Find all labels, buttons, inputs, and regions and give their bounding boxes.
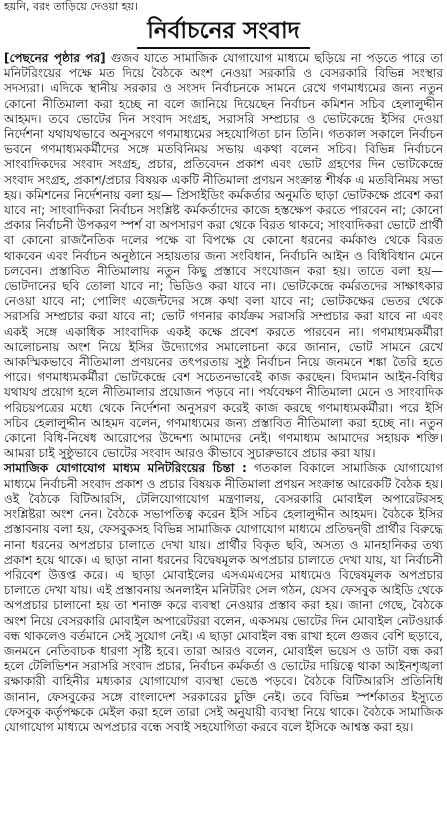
previous-column-fragment: হয়নি, বরং তাড়িয়ে দেওয়া হয়। xyxy=(4,0,138,13)
headline-block xyxy=(4,15,443,51)
headline: নির্বাচনের সংবাদ xyxy=(137,15,309,49)
article-paragraph xyxy=(4,461,443,735)
continuation-marker: [পেছনের পৃষ্ঠার পর] xyxy=(4,51,106,65)
article-paragraph xyxy=(4,51,443,461)
subheading: সামাজিক যোগাযোগ মাধ্যম মনিটরিংয়ের চিন্তা : xyxy=(4,461,247,476)
paragraph-text: গতকাল বিকালে সামাজিক যোগাযোগ মাধ্যমে নির্বাচনী সংবাদ প্রকাশ ও প্রচার বিষয়ক নীতিমালা প্রণয়ন সংক্রান্ত আরেকটি বৈঠক হয়। ওই বৈঠকে বিটিআরসি, টেলিযোগাযোগ মন্ত্রণালয়, বেসরকারি মোবাইল অপারেটরসহ সংশ্লিষ্টরা অংশ নেন। বৈঠকে সভাপতিত্ব করেন ইসি সচিব হেলালুদ্দীন আহমদ। বৈঠকে ইসির প্রস্তাবনায় বলা হয়, ফেসবুকসহ বিভিন্ন সামাজিক যোগাযোগ মাধ্যমে প্রতিদ্বন্দ্বী প্রার্থীর বিরুদ্ধে নানা ধরনের অপপ্রচার চালাতে দেখা যায়। প্রার্থীর বিকৃত ছবি, অসত্য ও মানহানিকর তথ্য প্রকাশ হয়ে থাকে। এ ছাড়া নানা ধরনের বিদ্বেষমূলক অপপ্রচার চালাতে দেখা যায়, যা নির্বাচনী পরিবেশ উত্তপ্ত করে। এ ছাড়া মোবাইলের এসএমএসের মাধ্যমেও বিদ্বেষমূলক অপপ্রচার চালাতে দেখা যায়। এই প্রস্তাবনায় অনলাইন মনিটরিং সেল গঠন, যেসব ফেসবুক আইডি থেকে অপপ্রচার চালানো হয় তা শনাক্ত করে ব্যবস্থা নেওয়ার প্রস্তাব করা হয়। জানা গেছে, বৈঠকে অংশ নিয়ে বেসরকারি মোবাইল অপারেটররা বলেন, একসময় ভোটের দিন মোবাইল নেটওয়ার্ক বন্ধ থাকলেও বর্তমানে সেই সুযোগ নেই। এ ছাড়া মোবাইল বন্ধ রাখা হলে গুজব বেশি ছড়াবে, জনমনে নেতিবাচক ধারণা সৃষ্টি হবে। তারা আরও বলেন, মোবাইল ভয়েস ও ডাটা বন্ধ করা হলে টেলিভিশন সরাসরি সংবাদ প্রচার, নির্বাচন কর্মকর্তা ও ভোটের দায়িত্বে থাকা আইনশৃঙ্খলা রক্ষাকারী বাহিনীর মধ্যকার যোগাযোগ ব্যবস্থা ভেঙে পড়বে। বৈঠকে বিটিআরসি প্রতিনিধি জানান, ফেসবুকের সঙ্গে বাংলাদেশ সরকারের চুক্তি নেই। তবে বিভিন্ন স্পর্শকাতর ইস্যুতে ফেসবুক কর্তৃপক্ষকে মেইল করা হলে তারা সেই অনুযায়ী ব্যবস্থা নিয়ে থাকে। বৈঠকে সামাজিক যোগাযোগ মাধ্যমে অপপ্রচার বন্ধে সবাই সহযোগিতা করবে বলে ইসিকে আশ্বস্ত করা হয়। xyxy=(4,461,443,734)
article-body xyxy=(4,51,443,735)
paragraph-text: গুজব যাতে সামাজিক যোগাযোগ মাধ্যমে ছড়িয়ে না পড়তে পারে তা মনিটরিংয়ের পক্ষে মত দিয়ে বৈঠকে অংশ নেওয়া সরকারি ও বেসরকারি বিভিন্ন সংস্থার সদস্যরা। এদিকে স্থানীয় সরকার ও সংসদ নির্বাচনকে সামনে রেখে গণমাধ্যমের জন্য নতুন কোনো নীতিমালা করা হচ্ছে না বলে জানিয়ে দিয়েছেন নির্বাচন কমিশন সচিব হেলালুদ্দীন আহমদ। তবে ভোটের দিন সংবাদ সংগ্রহ, সরাসরি সম্প্রচার ও ভোটকেন্দ্রে ইসির দেওয়া নির্দেশনা যথাযথভাবে অনুসরণে গণমাধ্যমের সহযোগিতা চান তিনি। গতকাল সকালে নির্বাচন ভবনে গণমাধ্যমকর্মীদের সঙ্গে মতবিনিময় সভায় একথা বলেন সচিব। বিভিন্ন নির্বাচনে সাংবাদিকদের সংবাদ সংগ্রহ, প্রচার, প্রতিবেদন প্রকাশ এবং ভোট গ্রহণের দিন ভোটকেন্দ্রে সংবাদ সংগ্রহ, প্রকাশ/প্রচার বিষয়ক একটি নীতিমালা প্রণয়ন সংক্রান্ত শীর্ষক এ মতবিনিময় সভা হয়। কমিশনের নির্দেশনায় বলা হয়— প্রিসাইডিং কর্মকর্তার অনুমতি ছাড়া ভোটকক্ষে প্রবেশ করা যাবে না; সাংবাদিকরা নির্বাচন সংশ্লিষ্ট কর্মকর্তাদের কাজে হস্তক্ষেপ করতে পারবেন না; কোনো প্রকার নির্বাচনী উপকরণ স্পর্শ বা অপসারণ করা থেকে বিরত থাকবে; সাংবাদিকরা ভোটে প্রার্থী বা কোনো রাজনৈতিক দলের পক্ষে বা বিপক্ষে যে কোনো ধরনের কর্মকাণ্ড থেকে বিরত থাকবেন এবং নির্বাচন অনুষ্ঠানে সহায়তার জন্য সংবিধান, নির্বাচনি আইন ও বিধিবিধান মেনে চলবেন। প্রস্তাবিত নীতিমালায় নতুন কিছু প্রস্তাবে সংযোজন করা হয়। তাতে বলা হয়— ভোটদানের ছবি তোলা যাবে না; ভিডিও করা যাবে না। ভোটকেন্দ্রে কর্মরতদের সাক্ষাৎকার নেওয়া যাবে না; পোলিং এজেন্টদের সঙ্গে কথা বলা যাবে না; ভোটকক্ষের ভেতর থেকে সরাসরি সম্প্রচার করা যাবে না; ভোট গণনার কার্যক্রম সরাসরি সম্প্রচার করা যাবে না এবং একই সঙ্গে একাধিক সাংবাদিক একই কক্ষে প্রবেশ করতে পারবেন না। গণমাধ্যমকর্মীরা আলোচনায় অংশ নিয়ে ইসির উদ্যোগের সমালোচনা করে জানান, ভোট সামনে রেখে আকস্মিকভাবে নীতিমালা প্রণয়নের তৎপরতায় সুষ্ঠু নির্বাচন নিয়ে জনমনে শঙ্কা তৈরি হতে পারে। গণমাধ্যমকর্মীরা ভোটকেন্দ্রে বেশ সচেতনভাবেই কাজ করছেন। বিদ্যমান আইন-বিধির যথাযথ প্রয়োগ হলে নীতিমালার প্রয়োজন পড়বে না। পর্যবেক্ষণ নীতিমালা মেনে ও সাংবাদিক পরিচয়পত্রের মধ্যে থেকে নির্দেশনা অনুসরণ করেই কাজ করছে গণমাধ্যমকর্মীরা। পরে ইসি সচিব হেলালুদ্দীন আহমদ বলেন, গণমাধ্যমের জন্য প্রস্তাবিত নীতিমালা করা হচ্ছে না। নতুন কোনো বিধি-নিষেধ আরোপের উদ্দেশ্য আমাদের নেই। গণমাধ্যম আমাদের সহায়ক শক্তি। আমরা চাই সুষ্ঠুভাবে ভোটের সংবাদ আরও কীভাবে সুচারুভাবে প্রচার করা যায়। xyxy=(4,51,443,461)
